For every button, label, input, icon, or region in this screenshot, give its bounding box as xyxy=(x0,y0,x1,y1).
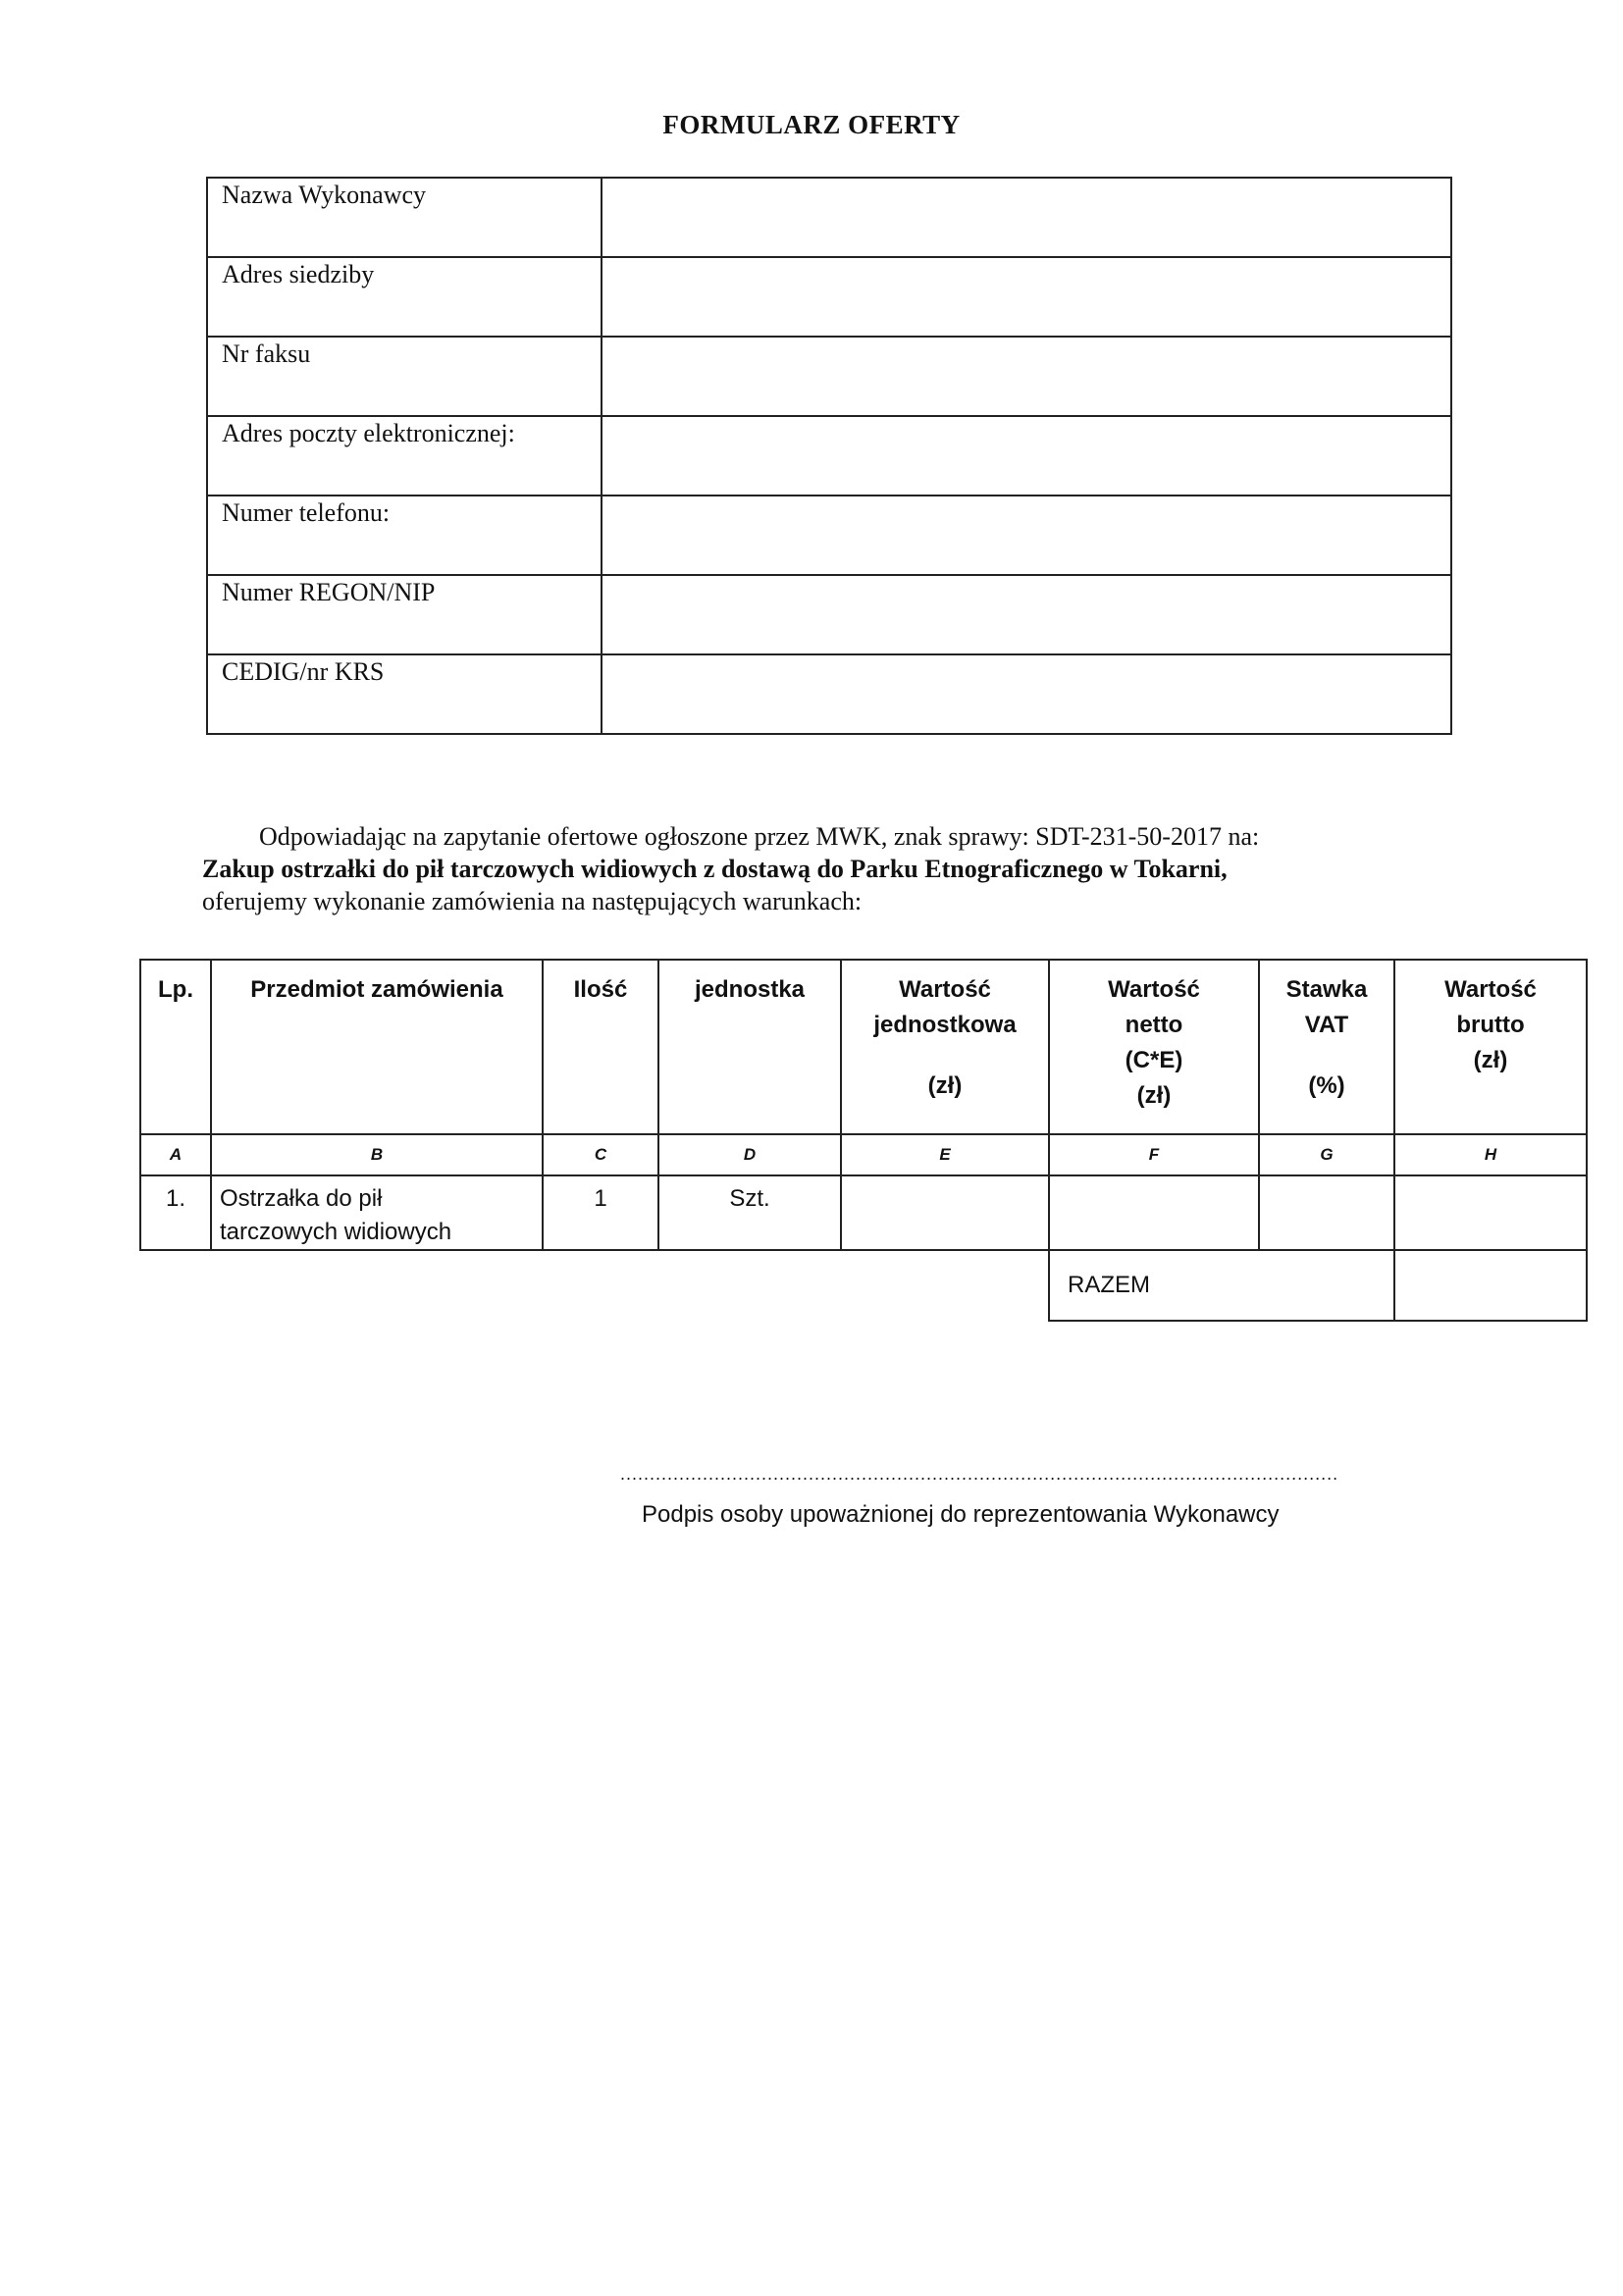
header-net-line: netto xyxy=(1125,1012,1183,1038)
intro-line-3: oferujemy wykonanie zamówienia na następujących warunkach: xyxy=(202,887,863,915)
row-vat-field[interactable] xyxy=(1259,1175,1394,1250)
header-unit-value-line: (zł) xyxy=(927,1072,963,1099)
header-net-line: (zł) xyxy=(1136,1082,1172,1109)
header-gross xyxy=(1394,960,1587,1134)
header-vat-line: Stawka xyxy=(1285,976,1368,1003)
column-letter: G xyxy=(1259,1134,1394,1175)
column-letter: E xyxy=(841,1134,1049,1175)
column-letter: D xyxy=(658,1134,841,1175)
column-letter: B xyxy=(211,1134,543,1175)
regon-nip-field[interactable] xyxy=(602,575,1451,654)
contractor-row xyxy=(207,178,1451,257)
order-table xyxy=(139,959,1588,1322)
header-item: Przedmiot zamówienia xyxy=(211,960,543,1134)
field-label: Nr faksu xyxy=(207,337,602,416)
row-qty: 1 xyxy=(543,1175,658,1250)
contractor-info-table xyxy=(206,177,1452,735)
intro-line-1: Odpowiadając na zapytanie ofertowe ogłoszone przez MWK, znak sprawy: SDT-231-50-2017 na: xyxy=(259,822,1260,851)
contractor-row xyxy=(207,654,1451,734)
field-label: Adres poczty elektronicznej: xyxy=(207,416,602,496)
krs-field[interactable] xyxy=(602,654,1451,734)
field-label: Nazwa Wykonawcy xyxy=(207,178,602,257)
row-item-line: tarczowych widiowych xyxy=(220,1219,452,1245)
header-net xyxy=(1049,960,1259,1134)
row-lp: 1. xyxy=(140,1175,211,1250)
intro-paragraph xyxy=(202,820,1458,917)
total-row xyxy=(140,1250,1587,1321)
row-item-line: Ostrzałka do pił xyxy=(220,1185,383,1212)
header-unit-value-line: jednostkowa xyxy=(873,1012,1017,1038)
header-gross-line: Wartość xyxy=(1444,976,1537,1003)
contractor-row xyxy=(207,496,1451,575)
order-table-header xyxy=(140,960,1587,1134)
contractor-row xyxy=(207,257,1451,337)
field-label: Numer REGON/NIP xyxy=(207,575,602,654)
fax-field[interactable] xyxy=(602,337,1451,416)
header-vat-line: VAT xyxy=(1304,1012,1349,1038)
field-label: Adres siedziby xyxy=(207,257,602,337)
header-vat-line: (%) xyxy=(1308,1072,1345,1099)
contractor-row xyxy=(207,575,1451,654)
row-unit: Szt. xyxy=(658,1175,841,1250)
header-unit-value-line: Wartość xyxy=(899,976,991,1003)
phone-field[interactable] xyxy=(602,496,1451,575)
header-net-line: Wartość xyxy=(1108,976,1200,1003)
email-field[interactable] xyxy=(602,416,1451,496)
header-gross-line: (zł) xyxy=(1473,1047,1508,1073)
contractor-name-field[interactable] xyxy=(602,178,1451,257)
total-value-field[interactable] xyxy=(1394,1250,1587,1321)
header-unit: jednostka xyxy=(658,960,841,1134)
row-net-field[interactable] xyxy=(1049,1175,1259,1250)
blank-cell xyxy=(140,1250,1049,1321)
field-label: Numer telefonu: xyxy=(207,496,602,575)
row-gross-field[interactable] xyxy=(1394,1175,1587,1250)
column-letter: A xyxy=(140,1134,211,1175)
contractor-row xyxy=(207,416,1451,496)
column-letter: F xyxy=(1049,1134,1259,1175)
row-item xyxy=(211,1175,543,1250)
intro-subject-line: Zakup ostrzałki do pił tarczowych widiowych z dostawą do Parku Etnograficznego w Tokarni, xyxy=(202,855,1228,883)
address-field[interactable] xyxy=(602,257,1451,337)
header-unit-value xyxy=(841,960,1049,1134)
header-lp: Lp. xyxy=(140,960,211,1134)
header-net-line: (C*E) xyxy=(1125,1047,1183,1073)
contractor-row xyxy=(207,337,1451,416)
column-letter-row xyxy=(140,1134,1587,1175)
header-vat xyxy=(1259,960,1394,1134)
column-letter: C xyxy=(543,1134,658,1175)
total-label: RAZEM xyxy=(1049,1250,1394,1321)
signature-label: Podpis osoby upoważnionej do reprezentowania Wykonawcy xyxy=(642,1501,1280,1528)
column-letter: H xyxy=(1394,1134,1587,1175)
row-unit-value-field[interactable] xyxy=(841,1175,1049,1250)
header-qty: Ilość xyxy=(543,960,658,1134)
header-gross-line: brutto xyxy=(1456,1012,1525,1038)
field-label: CEDIG/nr KRS xyxy=(207,654,602,734)
table-row xyxy=(140,1175,1587,1250)
page-title: FORMULARZ OFERTY xyxy=(662,110,961,139)
signature-line: .......................................................................................................................... xyxy=(620,1464,1339,1484)
